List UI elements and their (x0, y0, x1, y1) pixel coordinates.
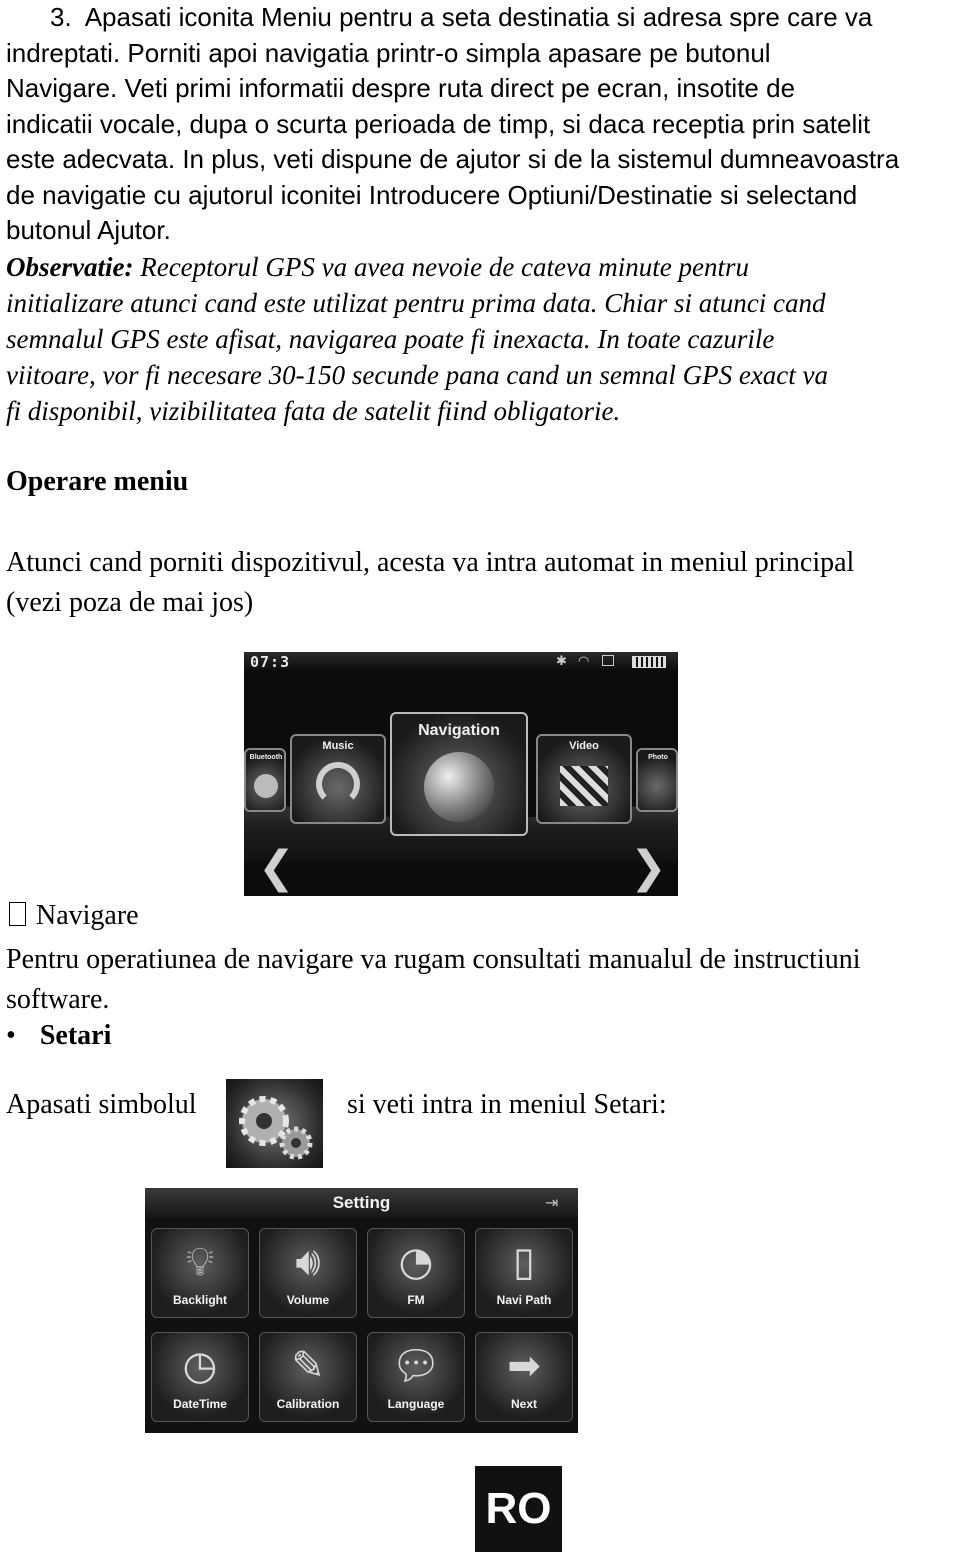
settings-title-bar (145, 1188, 578, 1218)
navigation-tile[interactable] (390, 712, 528, 836)
observation-note (6, 249, 956, 429)
radio-waves-icon: ◔ (398, 1239, 434, 1285)
video-tile-label: Video (569, 740, 599, 752)
lightbulb-icon: 💡︎ (186, 1239, 214, 1285)
folder-icon: ▯ (512, 1239, 535, 1285)
bluetooth-tile-label: Bluetooth (249, 754, 283, 761)
backlight-tile[interactable] (151, 1228, 249, 1318)
bluetooth-icon (254, 774, 278, 798)
bluetooth-tile[interactable] (244, 748, 286, 812)
step-3-line-1: Apasati iconita Meniu pentru a seta destinatia si adresa spre care va (84, 2, 873, 32)
volume-tile[interactable] (259, 1228, 357, 1318)
backlight-label: Backlight (172, 1293, 227, 1307)
photo-tile[interactable] (636, 748, 678, 812)
datetime-tile[interactable] (151, 1332, 249, 1422)
observation-line-4: viitoare, vor fi necesare 30-150 secunde pana cand un semnal GPS exact va (6, 360, 829, 390)
clapperboard-icon (560, 766, 608, 806)
gears-icon (226, 1079, 323, 1168)
menu-section-heading: Operare meniu (6, 466, 189, 497)
bullet: • (6, 1020, 16, 1051)
step-3-line-5: este adecvata. In plus, veti dispune de ajutor si de la sistemul dumneavoastra (6, 144, 900, 174)
music-tile-label: Music (322, 740, 354, 752)
checkbox-glyph-icon (9, 902, 26, 926)
next-tile[interactable] (475, 1332, 573, 1422)
observation-line-1: Receptorul GPS va avea nevoie de cateva minute pentru (140, 252, 749, 282)
settings-screenshot (145, 1188, 578, 1433)
language-badge: RO (475, 1466, 562, 1552)
clock-icon: ◷ (182, 1343, 218, 1389)
calibration-tile[interactable] (259, 1332, 357, 1422)
battery-icon (632, 656, 666, 668)
menu-intro-line-2: (vezi poza de mai jos) (6, 587, 254, 618)
language-label: Language (387, 1397, 445, 1411)
language-tile[interactable] (367, 1332, 465, 1422)
setari-heading (6, 1020, 111, 1052)
music-tile[interactable] (290, 734, 386, 824)
bluetooth-icon: ✱ (556, 654, 567, 669)
navigare-heading-text: Navigare (36, 900, 139, 931)
observation-label: Observatie: (6, 252, 134, 282)
setari-heading-text: Setari (39, 1020, 112, 1051)
next-label: Next (510, 1397, 537, 1411)
step-number: 3. (50, 2, 72, 32)
navigare-body-line-2: software. (6, 984, 110, 1015)
calibration-label: Calibration (276, 1397, 340, 1411)
status-bar (244, 652, 678, 672)
video-tile[interactable] (536, 734, 632, 824)
step-3-line-6: de navigatie cu ajutorul iconitei Introducere Optiuni/Destinatie si selectand (6, 179, 858, 210)
globe-icon (424, 752, 494, 822)
photo-tile-label: Photo (648, 754, 668, 761)
speech-bubbles-icon: 💬︎ (390, 1343, 442, 1389)
navigare-heading (6, 900, 139, 932)
volume-label: Volume (286, 1293, 330, 1307)
step-3-line-7: butonul Ajutor. (6, 215, 171, 245)
step-3-paragraph (6, 0, 956, 249)
pen-icon: ✎ (291, 1343, 325, 1389)
arrow-right-icon: ➡︎ (507, 1343, 541, 1389)
storage-icon (602, 655, 614, 666)
menu-section-intro (6, 543, 956, 623)
step-3-line-4: indicatii vocale, dupa o scurta perioada de timp, si daca receptia prin satelit (6, 108, 871, 139)
observation-line-2: initializare atunci cand este utilizat pentru prima data. Chiar si atunci cand (6, 288, 826, 318)
press-symbol-text: Apasati simbolul (6, 1089, 197, 1120)
status-time: 07:3 (250, 653, 291, 671)
main-menu-screenshot (244, 652, 678, 896)
settings-title: Setting (332, 1193, 391, 1212)
headphones-icon (316, 762, 360, 806)
enter-settings-text: si veti intra in meniul Setari: (347, 1089, 667, 1120)
navigation-tile-label: Navigation (418, 722, 500, 739)
menu-intro-line-1: Atunci cand porniti dispozitivul, acesta va intra automat in meniul principal (6, 547, 855, 578)
settings-gear-icon (226, 1079, 323, 1168)
navi-path-tile[interactable] (475, 1228, 573, 1318)
fm-tile[interactable] (367, 1228, 465, 1318)
speaker-icon: 🔊︎ (295, 1239, 321, 1285)
exit-icon[interactable]: ⇥ (545, 1193, 559, 1212)
datetime-label: DateTime (173, 1397, 227, 1411)
chevron-right-icon[interactable]: ❯ (630, 842, 667, 893)
navi-path-label: Navi Path (496, 1293, 552, 1307)
wifi-icon: ◠ (578, 654, 590, 669)
step-3-line-3: Navigare. Veti primi informatii despre ruta direct pe ecran, insotite de (6, 73, 796, 103)
observation-line-5: fi disponibil, vizibilitatea fata de satelit fiind obligatorie. (6, 396, 621, 426)
chevron-left-icon[interactable]: ❮ (258, 842, 295, 893)
observation-line-3: semnalul GPS este afisat, navigarea poate fi inexacta. In toate cazurile (6, 324, 775, 354)
fm-label: FM (407, 1293, 425, 1307)
navigare-body-line-1: Pentru operatiunea de navigare va rugam consultati manualul de instructiuni (6, 944, 861, 975)
navigare-body (6, 940, 958, 1020)
step-3-line-2: indreptati. Porniti apoi navigatia printr-o simpla apasare pe butonul (6, 37, 771, 68)
